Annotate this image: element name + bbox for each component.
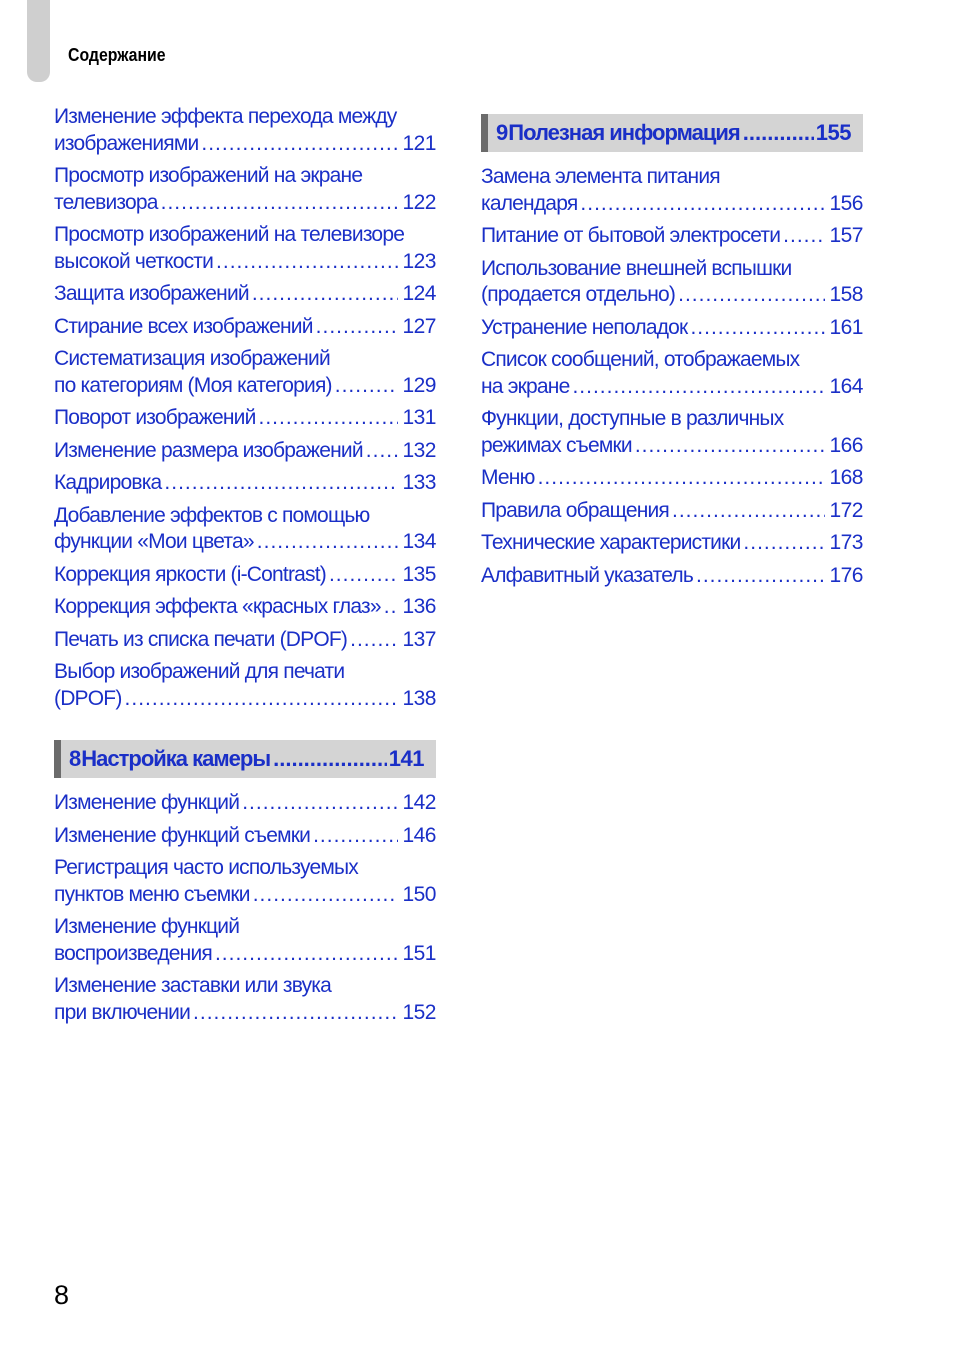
toc-entry-title-line: Замена элемента питания bbox=[481, 165, 720, 188]
toc-entry-last-line bbox=[481, 433, 863, 460]
toc-page-number: 161 bbox=[829, 315, 863, 339]
toc-entry-last-line bbox=[54, 529, 436, 556]
toc-entry-title-line: Выбор изображений для печати bbox=[54, 660, 345, 683]
toc-entry-title-line: Изменение заставки или звука bbox=[54, 974, 332, 997]
toc-entry-last-line bbox=[481, 465, 863, 492]
toc-entry[interactable] bbox=[54, 438, 436, 465]
toc-entry-last-line bbox=[54, 470, 436, 497]
toc-entry-title: Печать из списка печати (DPOF) bbox=[54, 627, 348, 651]
toc-entry-last-line bbox=[54, 823, 436, 850]
toc-entry-last-line bbox=[54, 249, 436, 276]
toc-entry-last-line bbox=[481, 191, 863, 218]
dot-leader bbox=[384, 594, 399, 621]
toc-entry-last-line bbox=[54, 405, 436, 432]
dot-leader bbox=[215, 941, 398, 968]
dot-leader bbox=[259, 405, 399, 432]
dot-leader bbox=[580, 191, 825, 218]
toc-entry-title: Изменение функций bbox=[54, 791, 240, 814]
dot-leader bbox=[783, 223, 825, 250]
toc-entry[interactable] bbox=[481, 530, 863, 557]
toc-entry-title: Алфавитный указатель bbox=[481, 563, 693, 587]
toc-entry[interactable] bbox=[54, 104, 436, 157]
toc-entry-title: режимах съемки bbox=[481, 433, 632, 457]
dot-leader bbox=[125, 686, 399, 713]
toc-page-number: 133 bbox=[402, 471, 436, 494]
toc-entry[interactable] bbox=[54, 790, 436, 817]
toc-entry[interactable] bbox=[481, 256, 863, 309]
toc-entry-title: на экране bbox=[481, 374, 570, 398]
toc-entry-title-line: Функции, доступные в различных bbox=[481, 407, 784, 430]
toc-entry-title-line: Систематизация изображений bbox=[54, 347, 330, 370]
toc-entry-last-line bbox=[54, 882, 436, 909]
toc-entry-last-line bbox=[54, 190, 436, 217]
dot-leader bbox=[201, 131, 398, 158]
dot-leader bbox=[316, 314, 399, 341]
toc-entry-title: Изменение размера изображений bbox=[54, 438, 363, 462]
page-header-title: Содержание bbox=[68, 45, 166, 65]
toc-entry-title-line: Использование внешней вспышки bbox=[481, 256, 792, 280]
toc-entry[interactable] bbox=[481, 563, 863, 590]
toc-page-number: 136 bbox=[402, 595, 436, 618]
toc-entry-title: календаря bbox=[481, 191, 578, 215]
toc-entry-last-line bbox=[481, 498, 863, 525]
section-marker-bar bbox=[481, 114, 488, 152]
dot-leader bbox=[672, 498, 825, 525]
toc-entry-title: (продается отдельно) bbox=[481, 283, 676, 306]
toc-page-number: 137 bbox=[402, 627, 436, 651]
toc-entry[interactable] bbox=[54, 163, 436, 216]
dot-leader bbox=[743, 530, 825, 557]
toc-entry-last-line bbox=[54, 686, 436, 713]
toc-page-number: 156 bbox=[829, 191, 863, 215]
toc-entry-title: Правила обращения bbox=[481, 498, 669, 522]
toc-page-number: 168 bbox=[829, 466, 863, 489]
toc-entry-title-line: Изменение функций bbox=[54, 915, 240, 938]
toc-entry[interactable] bbox=[54, 973, 436, 1026]
toc-page-number: 121 bbox=[402, 131, 436, 155]
toc-entry-last-line bbox=[54, 627, 436, 654]
toc-entry-title: при включении bbox=[54, 1000, 191, 1024]
toc-entry[interactable] bbox=[54, 222, 436, 275]
toc-page-number: 127 bbox=[402, 314, 436, 338]
section-8-header[interactable] bbox=[54, 740, 436, 778]
toc-entry[interactable] bbox=[54, 627, 436, 654]
dot-leader bbox=[313, 823, 398, 850]
toc-list-left bbox=[54, 104, 436, 712]
toc-entry-title: Питание от бытовой электросети bbox=[481, 224, 781, 247]
toc-entry[interactable] bbox=[54, 346, 436, 399]
dot-leader bbox=[350, 627, 398, 654]
toc-entry-last-line bbox=[54, 131, 436, 158]
toc-entry-last-line bbox=[54, 1000, 436, 1027]
dot-leader bbox=[690, 315, 825, 342]
toc-entry-title: изображениями bbox=[54, 131, 199, 155]
toc-entry[interactable] bbox=[54, 314, 436, 341]
toc-entry-last-line bbox=[54, 438, 436, 465]
toc-entry-last-line bbox=[481, 223, 863, 250]
toc-entry[interactable] bbox=[54, 562, 436, 589]
toc-entry-title-line: Изменение эффекта перехода между bbox=[54, 105, 397, 128]
toc-page-number: 158 bbox=[829, 283, 863, 306]
toc-page-number: 131 bbox=[402, 406, 436, 429]
toc-entry-last-line bbox=[481, 374, 863, 401]
dot-leader bbox=[242, 790, 398, 817]
toc-page-number: 166 bbox=[829, 433, 863, 457]
toc-page-number: 176 bbox=[829, 563, 863, 587]
toc-entry-last-line bbox=[54, 594, 436, 621]
toc-entry-title-line: Добавление эффектов с помощью bbox=[54, 503, 370, 527]
toc-entry[interactable] bbox=[54, 405, 436, 432]
dot-leader bbox=[696, 563, 825, 590]
toc-entry-title: Поворот изображений bbox=[54, 406, 256, 429]
toc-page-number: 172 bbox=[829, 498, 863, 522]
toc-entry-last-line bbox=[54, 373, 436, 400]
section-9-header[interactable] bbox=[481, 114, 863, 152]
toc-page-number: 122 bbox=[402, 190, 436, 214]
dot-leader bbox=[366, 438, 399, 465]
section-title: Полезная информация bbox=[508, 120, 740, 145]
toc-entry-title: Кадрировка bbox=[54, 471, 162, 494]
section-number: 8 bbox=[69, 746, 82, 771]
section-title: Настройка камеры bbox=[81, 746, 271, 771]
toc-entry-last-line bbox=[54, 281, 436, 308]
toc-page-number: 123 bbox=[402, 249, 436, 273]
dot-leader bbox=[678, 282, 825, 309]
toc-page-number: 164 bbox=[829, 374, 863, 398]
toc-entry-last-line bbox=[54, 941, 436, 968]
toc-entry-last-line bbox=[54, 314, 436, 341]
toc-entry-title: телевизора bbox=[54, 190, 158, 214]
dot-leader bbox=[252, 281, 399, 308]
right-column bbox=[481, 114, 863, 595]
toc-list-section-8 bbox=[54, 790, 436, 1026]
dot-leader bbox=[743, 120, 814, 146]
toc-list-section-9 bbox=[481, 164, 863, 589]
toc-page-number: 138 bbox=[402, 686, 436, 710]
toc-entry[interactable] bbox=[481, 347, 863, 400]
toc-page-number: 134 bbox=[402, 530, 436, 553]
toc-entry[interactable] bbox=[54, 855, 436, 908]
toc-entry-title: Защита изображений bbox=[54, 282, 249, 305]
toc-entry-title: (DPOF) bbox=[54, 686, 122, 710]
toc-page-number: 129 bbox=[402, 373, 436, 397]
dot-leader bbox=[161, 190, 399, 217]
toc-entry-title: по категориям (Моя категория) bbox=[54, 373, 332, 397]
toc-entry[interactable] bbox=[481, 223, 863, 250]
toc-entry-title: Технические характеристики bbox=[481, 531, 741, 554]
toc-entry-title: воспроизведения bbox=[54, 941, 212, 965]
toc-entry[interactable] bbox=[54, 594, 436, 621]
toc-entry-title-line: Регистрация часто используемых bbox=[54, 856, 358, 879]
toc-entry[interactable] bbox=[54, 503, 436, 556]
dot-leader bbox=[335, 373, 399, 400]
toc-entry[interactable] bbox=[54, 914, 436, 967]
dot-leader bbox=[193, 1000, 398, 1027]
section-marker-bar bbox=[54, 740, 61, 778]
toc-entry-title: Меню bbox=[481, 466, 535, 489]
toc-entry-title: Изменение функций съемки bbox=[54, 823, 311, 847]
toc-entry-title: Коррекция эффекта «красных глаз» bbox=[54, 595, 381, 618]
toc-entry[interactable] bbox=[481, 164, 863, 217]
toc-entry[interactable] bbox=[54, 823, 436, 850]
toc-entry-title: функции «Мои цвета» bbox=[54, 530, 254, 553]
dot-leader bbox=[273, 746, 387, 772]
toc-entry-last-line bbox=[54, 562, 436, 589]
toc-entry-title-line: Список сообщений, отображаемых bbox=[481, 348, 800, 371]
toc-entry-last-line bbox=[481, 315, 863, 342]
toc-entry-title-line: Просмотр изображений на телевизоре bbox=[54, 223, 405, 246]
section-page: 141 bbox=[388, 746, 424, 771]
toc-entry[interactable] bbox=[54, 281, 436, 308]
toc-page-number: 135 bbox=[402, 562, 436, 586]
dot-leader bbox=[253, 882, 399, 909]
dot-leader bbox=[257, 529, 399, 556]
toc-entry-title-line: Просмотр изображений на экране bbox=[54, 164, 363, 187]
toc-page-number: 150 bbox=[402, 882, 436, 906]
left-column bbox=[54, 104, 436, 1032]
toc-page-number: 157 bbox=[829, 224, 863, 247]
toc-entry-last-line bbox=[481, 282, 863, 309]
page-number: 8 bbox=[54, 1280, 70, 1310]
dot-leader bbox=[164, 470, 398, 497]
toc-page-number: 132 bbox=[402, 438, 436, 462]
toc-entry[interactable] bbox=[481, 465, 863, 492]
toc-entry[interactable] bbox=[54, 659, 436, 712]
toc-page-number: 142 bbox=[402, 791, 436, 814]
toc-entry[interactable] bbox=[481, 498, 863, 525]
dot-leader bbox=[329, 562, 399, 589]
toc-page-number: 146 bbox=[402, 823, 436, 847]
toc-entry-last-line bbox=[481, 530, 863, 557]
toc-page-number: 173 bbox=[829, 531, 863, 554]
dot-leader bbox=[635, 433, 826, 460]
toc-page-number: 151 bbox=[402, 941, 436, 965]
toc-entry-last-line bbox=[54, 790, 436, 817]
toc-entry[interactable] bbox=[54, 470, 436, 497]
toc-entry-title: Стирание всех изображений bbox=[54, 314, 313, 338]
dot-leader bbox=[216, 249, 398, 276]
toc-entry-title: Коррекция яркости (i-Contrast) bbox=[54, 562, 326, 586]
toc-page-number: 124 bbox=[402, 282, 436, 305]
toc-entry[interactable] bbox=[481, 315, 863, 342]
toc-page-number: 152 bbox=[402, 1000, 436, 1024]
dot-leader bbox=[538, 465, 826, 492]
dot-leader bbox=[572, 374, 825, 401]
section-page: 155 bbox=[815, 120, 851, 145]
chapter-tab-marker bbox=[27, 0, 50, 82]
toc-entry-title: Устранение неполадок bbox=[481, 315, 688, 339]
toc-entry-last-line bbox=[481, 563, 863, 590]
toc-entry-title: высокой четкости bbox=[54, 249, 214, 273]
toc-entry-title: пунктов меню съемки bbox=[54, 882, 250, 906]
toc-entry[interactable] bbox=[481, 406, 863, 459]
section-number: 9 bbox=[496, 120, 509, 145]
